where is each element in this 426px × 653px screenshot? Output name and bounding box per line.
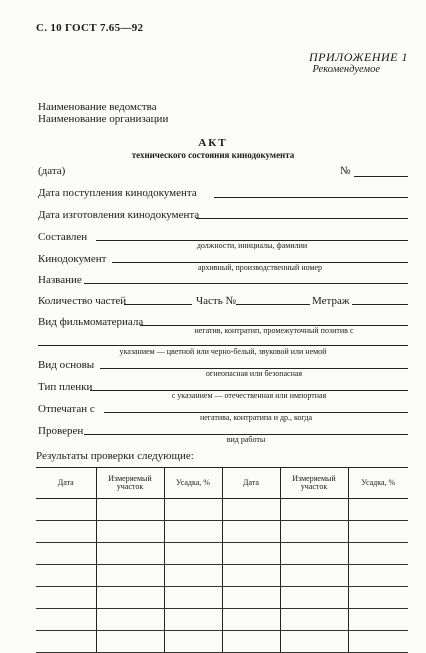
table-cell[interactable] <box>348 521 408 543</box>
table-cell[interactable] <box>96 631 164 653</box>
department-label: Наименование ведомства <box>38 101 157 113</box>
printed-hint: негатива, контратипа и др., когда <box>199 413 313 422</box>
results-column-header: Усадка, % <box>164 468 222 499</box>
table-cell[interactable] <box>222 609 280 631</box>
table-cell[interactable] <box>222 587 280 609</box>
table-cell[interactable] <box>164 609 222 631</box>
table-cell[interactable] <box>36 565 96 587</box>
table-cell[interactable] <box>280 543 348 565</box>
table-row <box>36 565 408 587</box>
table-cell[interactable] <box>36 521 96 543</box>
date-label: (дата) <box>38 165 66 177</box>
table-cell[interactable] <box>96 609 164 631</box>
act-title: АКТ <box>198 137 228 149</box>
part-no-field[interactable] <box>236 304 310 305</box>
number-field[interactable] <box>354 176 408 177</box>
table-cell[interactable] <box>222 499 280 521</box>
table-cell[interactable] <box>36 499 96 521</box>
parts-label: Количество частей <box>38 295 127 307</box>
table-cell[interactable] <box>280 631 348 653</box>
table-cell[interactable] <box>36 587 96 609</box>
table-cell[interactable] <box>222 543 280 565</box>
film-type-label: Тип пленки <box>38 381 93 393</box>
table-cell[interactable] <box>164 543 222 565</box>
results-column-header: Дата <box>222 468 280 499</box>
table-cell[interactable] <box>36 609 96 631</box>
table-cell[interactable] <box>280 587 348 609</box>
table-cell[interactable] <box>164 499 222 521</box>
table-cell[interactable] <box>348 609 408 631</box>
table-cell[interactable] <box>222 521 280 543</box>
material-hint-2: указанием — цветной или черно-белый, звуковой или немой <box>119 347 327 356</box>
footage-field[interactable] <box>352 304 408 305</box>
received-date-label: Дата поступления кинодокумента <box>38 187 197 199</box>
name-field[interactable] <box>84 283 408 284</box>
table-cell[interactable] <box>164 587 222 609</box>
made-date-field[interactable] <box>196 218 408 219</box>
appendix-title: ПРИЛОЖЕНИЕ 1 <box>309 50 408 64</box>
table-cell[interactable] <box>36 631 96 653</box>
checked-label: Проверен <box>38 425 84 437</box>
table-cell[interactable] <box>96 521 164 543</box>
material-label: Вид фильмоматериала <box>38 316 144 328</box>
results-column-header: Дата <box>36 468 96 499</box>
base-hint: огнеопасная или безопасная <box>205 369 303 378</box>
act-subtitle: технического состояния кинодокумента <box>131 150 295 160</box>
name-label: Название <box>38 274 82 286</box>
film-doc-hint: архивный, производственный номер <box>197 263 323 272</box>
table-cell[interactable] <box>96 565 164 587</box>
table-cell[interactable] <box>280 565 348 587</box>
page-header: С. 10 ГОСТ 7.65—92 <box>36 22 144 34</box>
table-cell[interactable] <box>164 521 222 543</box>
table-cell[interactable] <box>348 565 408 587</box>
table-cell[interactable] <box>222 565 280 587</box>
table-cell[interactable] <box>280 609 348 631</box>
table-cell[interactable] <box>348 499 408 521</box>
table-cell[interactable] <box>222 631 280 653</box>
material-hint-1: негатив, контратип, промежуточный позитив с <box>194 326 354 335</box>
table-cell[interactable] <box>96 499 164 521</box>
made-date-label: Дата изготовления кинодокумента <box>38 209 200 221</box>
table-row <box>36 521 408 543</box>
number-label: № <box>340 165 351 177</box>
organization-label: Наименование организации <box>38 113 169 125</box>
table-row <box>36 587 408 609</box>
table-cell[interactable] <box>280 499 348 521</box>
table-cell[interactable] <box>164 565 222 587</box>
compiled-label: Составлен <box>38 231 88 243</box>
table-row <box>36 499 408 521</box>
material-field-2[interactable] <box>38 345 408 346</box>
table-cell[interactable] <box>348 543 408 565</box>
table-cell[interactable] <box>164 631 222 653</box>
table-cell[interactable] <box>36 543 96 565</box>
results-title: Результаты проверки следующие: <box>36 450 194 462</box>
compiled-hint: должности, инициалы, фамилии <box>196 241 308 250</box>
table-row <box>36 609 408 631</box>
results-table <box>36 467 408 653</box>
results-column-header: Усадка, % <box>348 468 408 499</box>
table-row <box>36 543 408 565</box>
footage-label: Метраж <box>312 295 350 307</box>
table-cell[interactable] <box>96 543 164 565</box>
appendix-status: Рекомендуемое <box>312 64 380 75</box>
base-label: Вид основы <box>38 359 95 371</box>
film-doc-label: Кинодокумент <box>38 253 107 265</box>
checked-hint: вид работы <box>226 435 266 444</box>
table-cell[interactable] <box>348 631 408 653</box>
received-date-field[interactable] <box>214 197 408 198</box>
table-cell[interactable] <box>348 587 408 609</box>
table-row <box>36 631 408 653</box>
results-column-header: Измеряемый участок <box>280 468 348 499</box>
printed-label: Отпечатан с <box>38 403 95 415</box>
results-column-header: Измеряемый участок <box>96 468 164 499</box>
part-no-label: Часть № <box>196 295 236 307</box>
table-cell[interactable] <box>96 587 164 609</box>
table-cell[interactable] <box>280 521 348 543</box>
parts-field[interactable] <box>124 304 192 305</box>
film-type-hint: с указанием — отечественная или импортная <box>171 391 327 400</box>
